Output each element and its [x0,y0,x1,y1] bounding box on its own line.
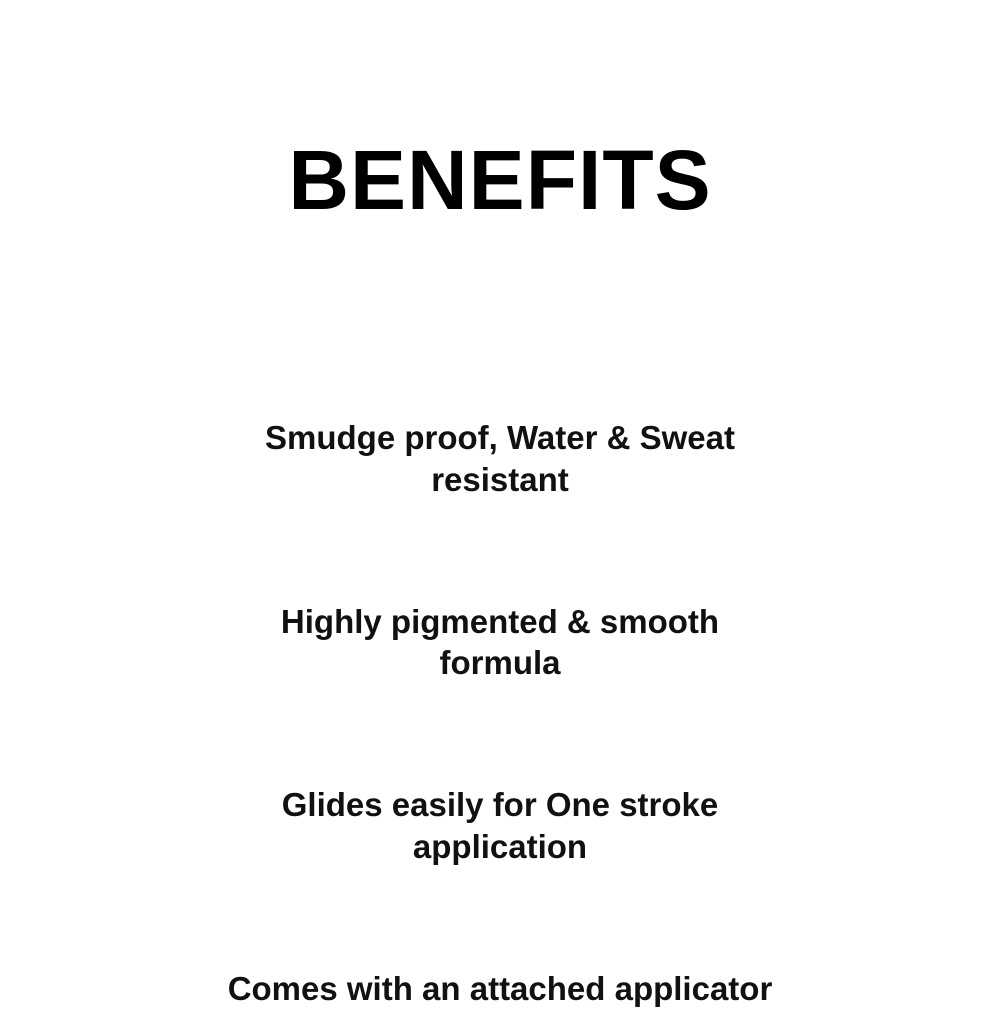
list-item: Comes with an attached applicator [227,969,773,1007]
list-item: Highly pigmented & smooth formula [280,602,720,682]
list-item: Smudge proof, Water & Sweat resistant [265,419,735,498]
page-title: BENEFITS [288,133,712,227]
benefits-list [0,384,1000,1009]
list-item: Glides easily for One stroke application [281,786,719,865]
